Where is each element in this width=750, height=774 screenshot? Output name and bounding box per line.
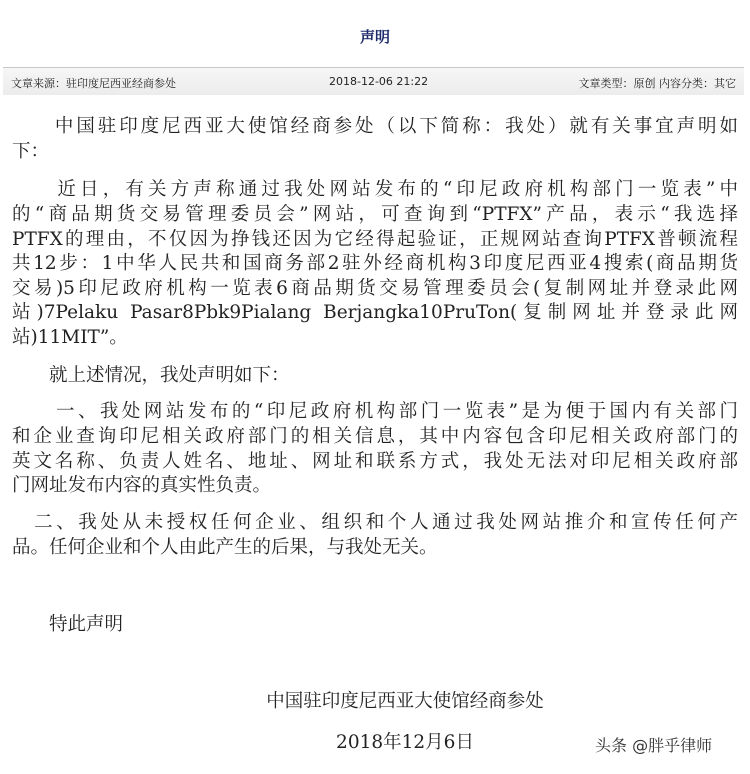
paragraph-4-line: 门网址发布内容的真实性负责。 — [12, 475, 272, 496]
paragraph-5-line: 二、我处从未授权任何企业、组织和个人通过我处网站推介和宣传任何产 — [12, 512, 738, 533]
paragraph-2-line: 交易)5印尼政府机构一览表6商品期货交易管理委员会(复制网址并登录此网 — [12, 278, 738, 299]
signature: 中国驻印度尼西亚大使馆经商参处 — [266, 691, 544, 712]
page-title: 声明 — [359, 28, 390, 46]
paragraph-2-line: 近日，有关方声称通过我处网站发布的“印尼政府机构部门一览表”中 — [12, 179, 738, 200]
paragraph-1-line: 下： — [12, 141, 50, 162]
article-datetime: 2018-12-06 21:22 — [329, 75, 429, 88]
article-type-category: 文章类型：原创 内容分类：其它 — [578, 77, 736, 90]
statement-date: 2018年12月6日 — [336, 732, 474, 753]
paragraph-1-line: 中国驻印度尼西亚大使馆经商参处（以下简称：我处）就有关事宜声明如 — [12, 116, 738, 137]
paragraph-5-line: 品。任何企业和个人由此产生的后果，与我处无关。 — [12, 537, 438, 558]
article-meta-bar — [3, 67, 744, 95]
paragraph-2-line: 站)11MIT”。 — [12, 327, 128, 348]
paragraph-2-line: PTFX的理由，不仅因为挣钱还因为它经得起验证，正规网站查询PTFX普顿流程 — [12, 229, 738, 250]
paragraph-2-line: 共12步：1中华人民共和国商务部2驻外经商机构3印度尼西亚4搜索(商品期货 — [12, 253, 738, 274]
paragraph-4-line: 和企业查询印尼相关政府部门的相关信息，其中内容包含印尼相关政府部门的 — [12, 426, 738, 447]
watermark: 头条 @胖乎律师 — [595, 736, 713, 755]
closing-text: 特此声明 — [12, 614, 124, 635]
article-source: 文章来源：驻印度尼西亚经商参处 — [11, 77, 176, 90]
paragraph-2-line: 的“商品期货交易管理委员会”网站，可查询到“PTFX”产品，表示“我选择 — [12, 204, 738, 225]
paragraph-2-line: 站)7Pelaku Pasar8Pbk9Pialang Berjangka10PruTon(复制网址并登录此网 — [12, 302, 738, 323]
paragraph-4-line: 英文名称、负责人姓名、地址、网址和联系方式，我处无法对印尼相关政府部 — [12, 451, 738, 472]
paragraph-4-line: 一、我处网站发布的“印尼政府机构部门一览表”是为便于国内有关部门 — [12, 401, 738, 422]
paragraph-3-line: 就上述情况，我处声明如下： — [12, 365, 290, 386]
